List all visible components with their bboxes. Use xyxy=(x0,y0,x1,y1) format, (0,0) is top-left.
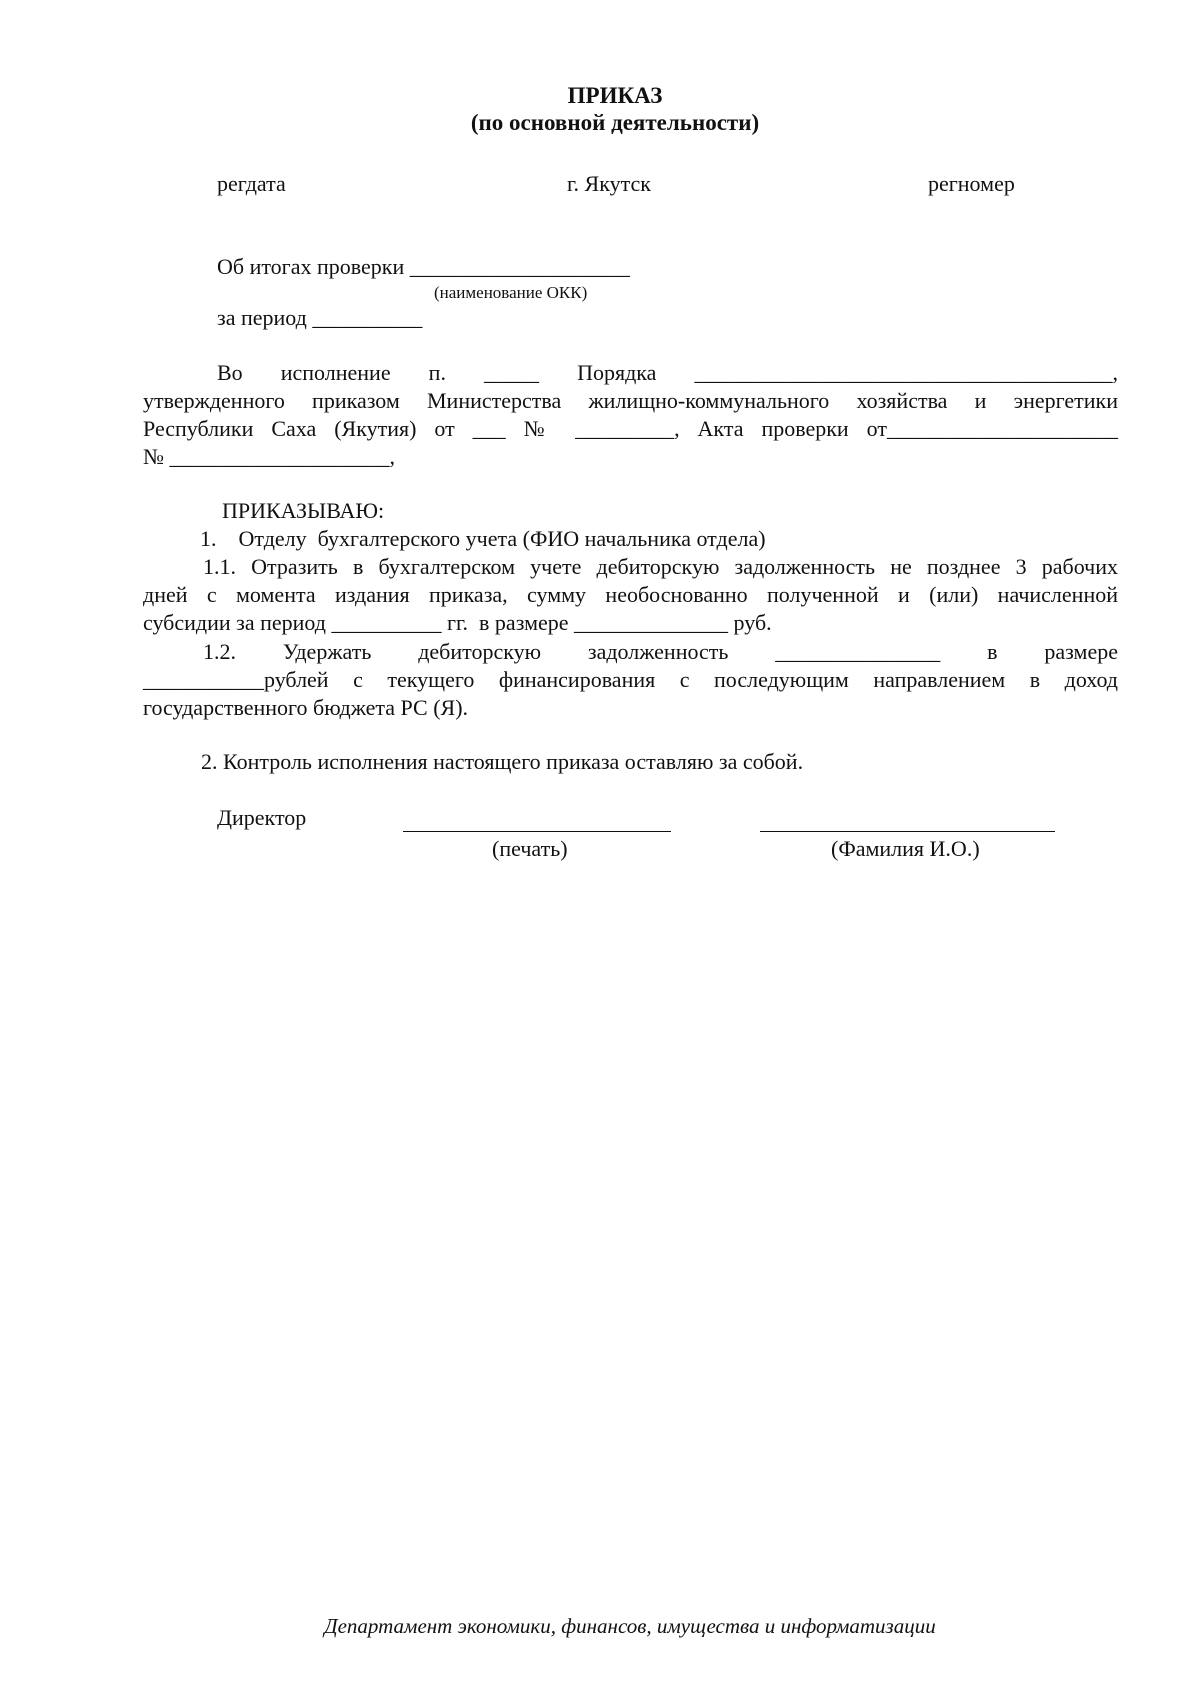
registration-number: регномер xyxy=(928,171,1015,196)
preamble-line-3: Республики Саха (Якутия) от ___ № _________, Акта проверки от_____________________ xyxy=(143,416,1118,441)
preamble-line-2: утвержденного приказом Министерства жилищно-коммунального хозяйства и энергетики xyxy=(143,388,1118,413)
city: г. Якутск xyxy=(567,171,651,196)
name-caption: (Фамилия И.О.) xyxy=(831,836,980,861)
stamp-signature-line xyxy=(403,831,671,832)
order-item-1-1-line-1: 1.1. Отразить в бухгалтерском учете дебиторскую задолженность не позднее 3 рабочих xyxy=(203,554,1118,579)
subject-caption: (наименование ОКК) xyxy=(434,283,588,302)
order-item-1-2-line-2: ___________рублей с текущего финансирования с последующим направлением в доход xyxy=(143,667,1118,692)
order-item-1-2-line-1: 1.2. Удержать дебиторскую задолженность _______________ в размере xyxy=(203,639,1118,664)
order-item-2: 2. Контроль исполнения настоящего приказа оставляю за собой. xyxy=(201,749,804,774)
order-item-1: 1. Отделу бухгалтерского учета (ФИО начальника отдела) xyxy=(200,526,766,551)
period-line: за период __________ xyxy=(217,305,423,330)
order-item-1-2-line-3: государственного бюджета РС (Я). xyxy=(143,695,469,720)
document-subtitle: (по основной деятельности) xyxy=(470,110,760,135)
order-heading: ПРИКАЗЫВАЮ: xyxy=(222,498,385,523)
stamp-caption: (печать) xyxy=(492,836,568,861)
signer-position: Директор xyxy=(217,805,307,830)
preamble-line-1: Во исполнение п. _____ Порядка ______________________________________, xyxy=(217,360,1118,385)
order-item-1-1-line-2: дней с момента издания приказа, сумму необоснованно полученной и (или) начисленной xyxy=(143,582,1118,607)
subject-line: Об итогах проверки ____________________ xyxy=(217,254,630,279)
order-item-1-1-line-3: субсидии за период __________ гг. в размере ______________ руб. xyxy=(143,610,772,635)
document-title: ПРИКАЗ xyxy=(567,83,663,108)
registration-date: регдата xyxy=(217,171,286,196)
name-signature-line xyxy=(760,831,1055,832)
footer-department: Департамент экономики, финансов, имущества и информатизации xyxy=(324,1614,936,1638)
preamble-line-4: № ____________________, xyxy=(143,444,395,469)
